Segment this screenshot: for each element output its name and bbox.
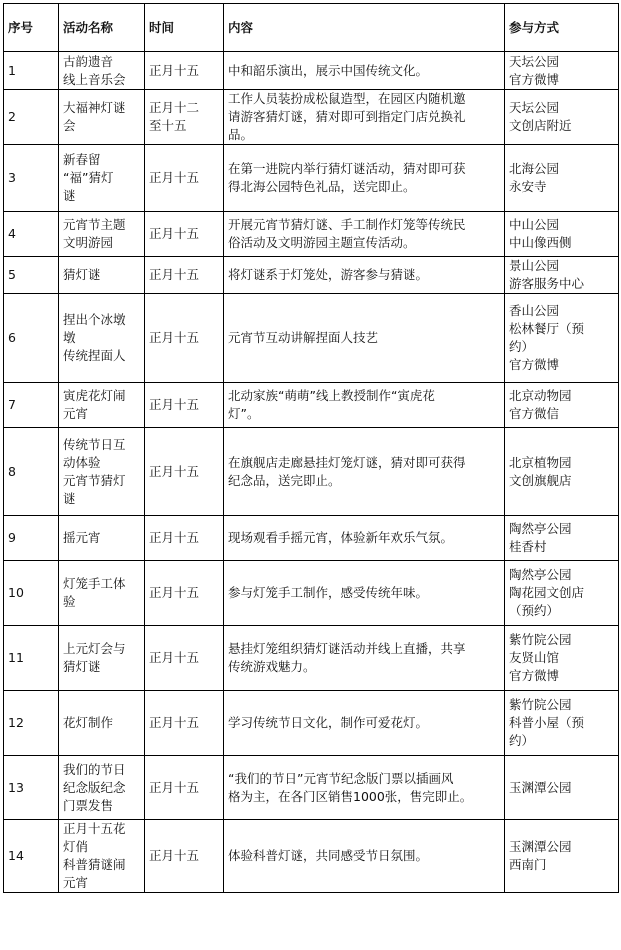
cell-way xyxy=(505,516,619,561)
cell-way-line: 约） xyxy=(509,339,535,354)
cell-way xyxy=(505,428,619,516)
cell-name xyxy=(59,626,145,691)
cell-name-line: 上元灯会与 xyxy=(63,641,126,656)
cell-time xyxy=(145,257,224,294)
cell-name-line: 猜灯谜 xyxy=(63,659,101,674)
cell-way-line: 官方微博 xyxy=(509,71,560,87)
cell-name xyxy=(59,561,145,626)
cell-way-line: 桂香村 xyxy=(509,539,547,554)
cell-way-line: 松林餐厅（预 xyxy=(509,321,585,336)
cell-way xyxy=(505,691,619,756)
cell-time xyxy=(145,90,224,145)
cell-way-line: 文创店附近 xyxy=(509,118,572,133)
cell-way xyxy=(505,257,619,294)
cell-name-line: 摇元宵 xyxy=(63,530,101,545)
table-row xyxy=(4,257,619,294)
cell-way-line: 紫竹院公园 xyxy=(509,697,572,712)
cell-content xyxy=(224,691,505,756)
cell-content-line: “我们的节日”元宵节纪念版门票以插画风 xyxy=(228,770,454,786)
cell-content-line: 品。 xyxy=(228,127,254,142)
cell-way-line: 陶然亭公园 xyxy=(509,521,572,536)
cell-name-line: 墩 xyxy=(63,330,76,345)
cell-content-line: 元宵节互动讲解捏面人技艺 xyxy=(228,330,379,345)
cell-name xyxy=(59,756,145,820)
cell-no: 8 xyxy=(4,428,59,516)
cell-content-line: 中和韶乐演出，展示中国传统文化。 xyxy=(228,62,429,78)
header-content: 内容 xyxy=(224,4,505,52)
cell-content-line: 参与灯笼手工制作，感受传统年味。 xyxy=(228,585,429,600)
cell-name xyxy=(59,428,145,516)
cell-way xyxy=(505,383,619,428)
header-row xyxy=(4,4,619,52)
cell-no: 13 xyxy=(4,756,59,820)
cell-way-line: 北京植物园 xyxy=(509,454,572,470)
cell-way-line: 陶花园文创店 xyxy=(509,585,585,600)
cell-time-line: 正月十五 xyxy=(149,530,200,545)
cell-way-line: 官方微信 xyxy=(509,406,560,421)
cell-time-line: 正月十五 xyxy=(149,267,200,282)
cell-content xyxy=(224,145,505,212)
cell-way-line: 陶然亭公园 xyxy=(509,567,572,582)
table-row xyxy=(4,90,619,145)
cell-content-line: 北动家族“萌萌”线上教授制作“寅虎花 xyxy=(228,388,435,403)
cell-way-line: 紫竹院公园 xyxy=(509,632,572,647)
cell-way xyxy=(505,820,619,893)
cell-time-line: 正月十五 xyxy=(149,585,200,600)
cell-time xyxy=(145,561,224,626)
cell-name-line: 元宵节猜灯 xyxy=(63,472,126,488)
cell-way-line: 天坛公园 xyxy=(509,53,560,69)
header-no: 序号 xyxy=(4,4,59,52)
header-way: 参与方式 xyxy=(505,4,619,52)
table-row xyxy=(4,52,619,90)
table-row xyxy=(4,691,619,756)
cell-name-line: 古韵遗音 xyxy=(63,53,114,69)
cell-no: 11 xyxy=(4,626,59,691)
cell-name-line: 灯俏 xyxy=(63,839,89,854)
header-name: 活动名称 xyxy=(59,4,145,52)
cell-content xyxy=(224,90,505,145)
cell-time xyxy=(145,756,224,820)
cell-no: 6 xyxy=(4,294,59,383)
cell-time xyxy=(145,383,224,428)
cell-name xyxy=(59,516,145,561)
table-row xyxy=(4,294,619,383)
activity-table xyxy=(3,3,619,893)
cell-no: 5 xyxy=(4,257,59,294)
cell-name-line: 传统捏面人 xyxy=(63,348,126,363)
cell-content-line: 格为主，在各门区销售1000张，售完即止。 xyxy=(228,788,473,804)
cell-no: 9 xyxy=(4,516,59,561)
cell-way-line: 文创旗舰店 xyxy=(509,472,572,488)
cell-content-line: 纪念品，送完即止。 xyxy=(228,472,341,488)
cell-way-line: 景山公园 xyxy=(509,258,560,273)
cell-name-line: 动体验 xyxy=(63,454,101,470)
cell-no: 4 xyxy=(4,212,59,257)
cell-time xyxy=(145,212,224,257)
cell-no: 12 xyxy=(4,691,59,756)
cell-way-line: 西南门 xyxy=(509,857,547,872)
cell-name-line: 元宵 xyxy=(63,875,89,890)
cell-content xyxy=(224,383,505,428)
cell-name xyxy=(59,383,145,428)
cell-name-line: 科普猜谜闹 xyxy=(63,857,126,872)
cell-content-line: 学习传统节日文化，制作可爱花灯。 xyxy=(228,715,429,730)
cell-way xyxy=(505,145,619,212)
cell-way-line: 友贤山馆 xyxy=(509,650,560,665)
cell-time-line: 至十五 xyxy=(149,118,187,133)
cell-time xyxy=(145,691,224,756)
cell-content-line: 悬挂灯笼组织猜灯谜活动并线上直播，共享 xyxy=(228,641,466,656)
cell-name-line: 传统节日互 xyxy=(63,436,126,452)
cell-name xyxy=(59,145,145,212)
table-body xyxy=(4,52,619,893)
cell-name-line: 新春留 xyxy=(63,152,101,167)
cell-way-line: 北京动物园 xyxy=(509,388,572,403)
cell-time-line: 正月十五 xyxy=(149,463,200,479)
cell-content xyxy=(224,52,505,90)
cell-content xyxy=(224,428,505,516)
cell-way xyxy=(505,212,619,257)
cell-name xyxy=(59,691,145,756)
cell-name-line: 文明游园 xyxy=(63,235,114,250)
cell-name-line: 捏出个冰墩 xyxy=(63,312,126,327)
table-row xyxy=(4,516,619,561)
cell-no: 10 xyxy=(4,561,59,626)
table-row xyxy=(4,428,619,516)
cell-way xyxy=(505,626,619,691)
cell-content-line: 在旗舰店走廊悬挂灯笼灯谜，猜对即可获得 xyxy=(228,454,466,470)
table-row xyxy=(4,820,619,893)
table-row xyxy=(4,212,619,257)
cell-content-line: 将灯谜系于灯笼处，游客参与猜谜。 xyxy=(228,267,429,282)
cell-name xyxy=(59,52,145,90)
cell-no: 14 xyxy=(4,820,59,893)
cell-name xyxy=(59,212,145,257)
cell-time xyxy=(145,626,224,691)
cell-time xyxy=(145,820,224,893)
cell-way-line: 香山公园 xyxy=(509,303,560,318)
cell-content-line: 现场观看手摇元宵，体验新年欢乐气氛。 xyxy=(228,530,454,545)
cell-content-line: 得北海公园特色礼品，送完即止。 xyxy=(228,179,416,194)
cell-time xyxy=(145,145,224,212)
cell-content-line: 在第一进院内举行猜灯谜活动，猜对即可获 xyxy=(228,161,466,176)
cell-time xyxy=(145,294,224,383)
cell-content-line: 体验科普灯谜，共同感受节日氛围。 xyxy=(228,848,429,863)
cell-content xyxy=(224,756,505,820)
cell-time xyxy=(145,52,224,90)
cell-name-line: 谜 xyxy=(63,490,76,506)
cell-way-line: 官方微博 xyxy=(509,357,560,372)
cell-content xyxy=(224,626,505,691)
cell-content xyxy=(224,516,505,561)
cell-way xyxy=(505,294,619,383)
cell-time-line: 正月十五 xyxy=(149,848,200,863)
cell-name-line: 谜 xyxy=(63,188,76,203)
cell-way-line: 科普小屋（预 xyxy=(509,715,585,730)
cell-content-line: 灯”。 xyxy=(228,406,260,421)
header-time: 时间 xyxy=(145,4,224,52)
cell-time xyxy=(145,516,224,561)
cell-time-line: 正月十五 xyxy=(149,397,200,412)
cell-content xyxy=(224,212,505,257)
cell-way xyxy=(505,52,619,90)
table-row xyxy=(4,626,619,691)
table-row xyxy=(4,383,619,428)
cell-time-line: 正月十五 xyxy=(149,226,200,241)
cell-name-line: 纪念版纪念 xyxy=(63,779,126,795)
table-row xyxy=(4,561,619,626)
cell-way-line: 玉渊潭公园 xyxy=(509,779,572,795)
cell-name-line: 线上音乐会 xyxy=(63,71,126,87)
cell-way-line: 永安寺 xyxy=(509,179,547,194)
cell-content xyxy=(224,820,505,893)
cell-time-line: 正月十二 xyxy=(149,100,200,115)
cell-way xyxy=(505,561,619,626)
cell-way-line: （预约） xyxy=(509,603,560,618)
table-row xyxy=(4,756,619,820)
cell-time-line: 正月十五 xyxy=(149,779,200,795)
cell-no: 3 xyxy=(4,145,59,212)
cell-name-line: “福”猜灯 xyxy=(63,170,114,185)
cell-way-line: 北海公园 xyxy=(509,161,560,176)
cell-name-line: 大福神灯谜 xyxy=(63,100,126,115)
cell-content-line: 请游客猜灯谜，猜对即可到指定门店兑换礼 xyxy=(228,109,466,124)
cell-content-line: 工作人员装扮成松鼠造型，在园区内随机邀 xyxy=(228,91,466,106)
cell-name-line: 正月十五花 xyxy=(63,821,126,836)
cell-content xyxy=(224,294,505,383)
cell-name-line: 元宵节主题 xyxy=(63,217,126,232)
cell-no: 7 xyxy=(4,383,59,428)
cell-name xyxy=(59,820,145,893)
cell-name-line: 门票发售 xyxy=(63,797,114,813)
cell-way-line: 中山公园 xyxy=(509,217,560,232)
table-row xyxy=(4,145,619,212)
cell-time xyxy=(145,428,224,516)
cell-name xyxy=(59,294,145,383)
cell-way-line: 中山像西侧 xyxy=(509,235,572,250)
cell-name-line: 花灯制作 xyxy=(63,715,114,730)
cell-time-line: 正月十五 xyxy=(149,330,200,345)
cell-name-line: 元宵 xyxy=(63,406,89,421)
cell-time-line: 正月十五 xyxy=(149,170,200,185)
cell-content xyxy=(224,257,505,294)
cell-content-line: 开展元宵节猜灯谜、手工制作灯笼等传统民 xyxy=(228,217,466,232)
cell-name-line: 寅虎花灯闹 xyxy=(63,388,126,403)
cell-way-line: 玉渊潭公园 xyxy=(509,839,572,854)
cell-time-line: 正月十五 xyxy=(149,650,200,665)
cell-content-line: 传统游戏魅力。 xyxy=(228,659,316,674)
cell-no: 1 xyxy=(4,52,59,90)
cell-name xyxy=(59,90,145,145)
cell-way-line: 游客服务中心 xyxy=(509,276,585,291)
cell-way-line: 官方微博 xyxy=(509,668,560,683)
cell-name-line: 验 xyxy=(63,594,76,609)
cell-way-line: 天坛公园 xyxy=(509,100,560,115)
cell-content xyxy=(224,561,505,626)
cell-way xyxy=(505,756,619,820)
cell-time-line: 正月十五 xyxy=(149,715,200,730)
cell-content-line: 俗活动及文明游园主题宣传活动。 xyxy=(228,235,416,250)
cell-name-line: 我们的节日 xyxy=(63,761,126,777)
cell-name xyxy=(59,257,145,294)
cell-name-line: 猜灯谜 xyxy=(63,267,101,282)
cell-name-line: 会 xyxy=(63,118,76,133)
cell-name-line: 灯笼手工体 xyxy=(63,576,126,591)
cell-time-line: 正月十五 xyxy=(149,62,200,78)
cell-way-line: 约） xyxy=(509,733,535,748)
cell-way xyxy=(505,90,619,145)
cell-no: 2 xyxy=(4,90,59,145)
